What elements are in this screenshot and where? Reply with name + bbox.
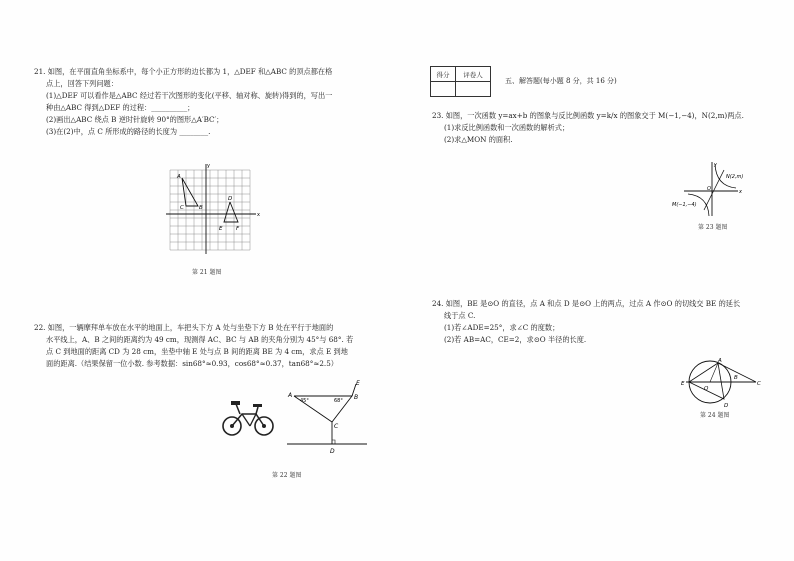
q22-point-d: D bbox=[330, 448, 335, 455]
q21-grid-figure bbox=[162, 160, 262, 260]
q22-angle-68: 68° bbox=[334, 398, 343, 404]
q21-y-label: y bbox=[207, 163, 210, 169]
q21-line-2: 点上，回答下列问题： bbox=[46, 79, 118, 88]
q21-point-f: F bbox=[236, 226, 240, 232]
question-23 bbox=[432, 110, 782, 146]
q24-point-c: C bbox=[757, 381, 761, 387]
q23-graph-figure bbox=[672, 158, 756, 218]
score-cell: 得分 bbox=[431, 67, 456, 82]
q24-line-1: 24. 如图，BE 是⊙O 的直径，点 A 和点 D 是⊙O 上的两点，过点 A 作⊙O 的切线交 BE 的延长 bbox=[432, 299, 741, 308]
q21-point-e: E bbox=[219, 226, 223, 232]
q21-point-a: A bbox=[177, 174, 181, 180]
q24-point-b: B bbox=[734, 375, 738, 381]
q24-point-a: A bbox=[718, 358, 722, 364]
q23-x-label: x bbox=[739, 189, 742, 195]
q23-point-n: N(2,m) bbox=[726, 174, 744, 180]
q21-line-1: 21. 如图，在平面直角坐标系中，每个小正方形的边长都为 1，△DEF 和△ABC 的顶点都在格 bbox=[34, 67, 333, 76]
q22-angle-45: 45° bbox=[300, 398, 309, 404]
q24-circle-figure bbox=[680, 354, 770, 410]
q22-line-1: 22. 如图，一辆摩拜单车放在水平的地面上，车把头下方 A 处与坐垫下方 B 处在平行于地面的 bbox=[34, 323, 334, 332]
q21-point-b: B bbox=[199, 205, 203, 211]
q22-line-2: 水平线上，A、B 之间的距离约为 49 cm，现测得 AC、BC 与 AB 的夹角分别为 45°与 68°. 若 bbox=[46, 335, 354, 344]
grader-value-cell[interactable] bbox=[456, 82, 491, 97]
question-24 bbox=[432, 298, 777, 346]
q21-line-6: (3)在(2)中，点 C 所形成的路径的长度为 ________. bbox=[46, 127, 211, 136]
score-value-cell[interactable] bbox=[431, 82, 456, 97]
q24-caption: 第 24 题图 bbox=[700, 412, 730, 419]
q21-line-4: 种由△ABC 得到△DEF 的过程：__________； bbox=[46, 103, 195, 112]
q21-point-d: D bbox=[228, 196, 233, 202]
q24-line-2: 线于点 C. bbox=[444, 311, 476, 320]
q21-line-5: (2)画出△ABC 绕点 B 逆时针旋转 90°的图形△A′BC′； bbox=[46, 115, 224, 124]
q24-line-3: (1)若∠ADE=25°，求∠C 的度数； bbox=[444, 323, 560, 332]
q22-point-b: B bbox=[354, 394, 359, 401]
q22-caption: 第 22 题图 bbox=[272, 472, 302, 479]
q23-origin-label: O bbox=[707, 186, 711, 192]
q22-point-e: E bbox=[356, 380, 360, 387]
q22-line-3: 点 C 到地面的距离 CD 为 28 cm，坐垫中轴 E 处与点 B 间的距离 BE 为 4 cm，求点 E 到地 bbox=[46, 347, 348, 356]
q23-line-1: 23. 如图，一次函数 y=ax+b 的图象与反比例函数 y=k/x 的图象交于 M(−1,−4)，N(2,m)两点. bbox=[432, 111, 744, 120]
q21-line-3: (1)△DEF 可以看作是△ABC 经过若干次图形的变化(平移、轴对称、旋转)得到的，写出一 bbox=[46, 91, 333, 100]
question-21 bbox=[34, 66, 384, 138]
q21-x-label: x bbox=[257, 212, 260, 218]
score-table bbox=[430, 66, 491, 97]
q22-geometry-figure bbox=[282, 378, 372, 456]
q24-point-e: E bbox=[681, 381, 685, 387]
q22-line-4: 面的距离.（结果保留一位小数. 参考数据：sin68°≈0.93，cos68°≈0.37，tan68°≈2.5） bbox=[46, 359, 338, 368]
q21-caption: 第 21 题图 bbox=[192, 269, 222, 276]
q23-y-label: y bbox=[714, 162, 717, 168]
q21-point-c: C bbox=[180, 205, 184, 211]
q22-point-c: C bbox=[334, 423, 339, 430]
q24-point-d: D bbox=[724, 403, 729, 409]
question-22 bbox=[34, 322, 384, 370]
section-title: 五、解答题(每小题 8 分，共 16 分) bbox=[505, 77, 617, 85]
q24-line-4: (2)若 AB=AC，CE=2，求⊙O 半径的长度. bbox=[444, 335, 587, 344]
q24-point-o: O bbox=[704, 386, 709, 392]
grader-cell: 评卷人 bbox=[456, 67, 491, 82]
q23-line-2: (1)求反比例函数和一次函数的解析式； bbox=[444, 123, 570, 132]
q22-point-a: A bbox=[288, 392, 293, 399]
q23-line-3: (2)求△MON 的面积. bbox=[444, 135, 513, 144]
bicycle-picture bbox=[220, 398, 276, 440]
q23-caption: 第 23 题图 bbox=[698, 224, 728, 231]
q23-point-m: M(−1,−4) bbox=[672, 202, 697, 208]
